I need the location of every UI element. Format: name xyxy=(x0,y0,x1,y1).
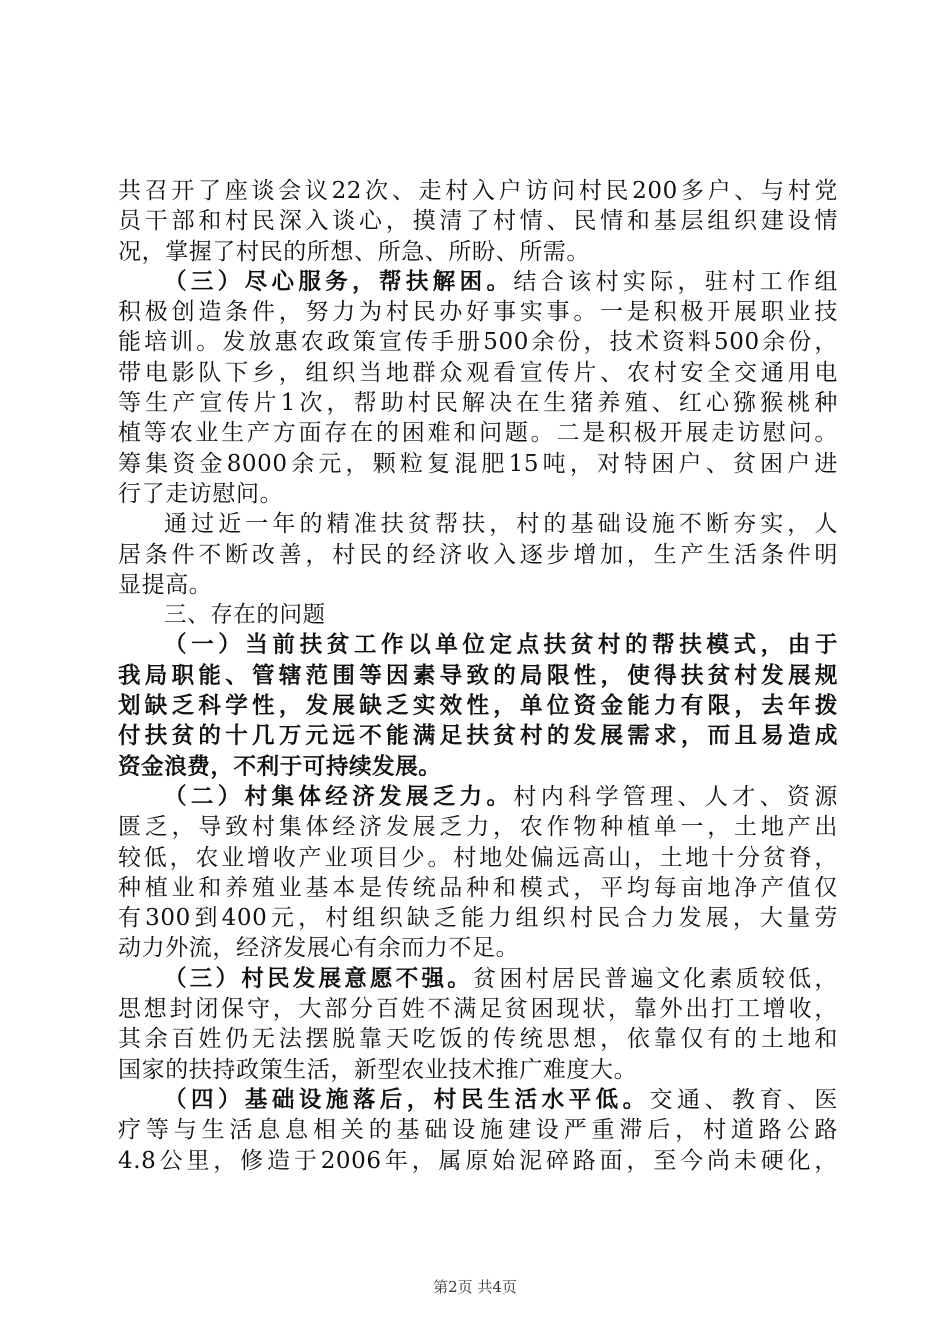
text-segment: 居条件不断改善，村民的经济收入逐步增加，生产生活条件明 xyxy=(118,541,838,568)
text-line xyxy=(118,903,838,933)
text-segment: 结合该村实际，驻村工作组 xyxy=(513,268,839,295)
text-line xyxy=(118,449,838,479)
bold-text-segment: 划缺乏科学性，发展缺乏实效性，单位资金能力有限，去年拨 xyxy=(118,693,838,720)
text-line xyxy=(118,358,838,388)
text-line xyxy=(118,600,838,630)
text-line xyxy=(118,812,838,842)
text-line xyxy=(118,327,838,357)
bold-text-segment: （三）村民发展意愿不强。 xyxy=(164,965,474,992)
text-line xyxy=(118,206,838,236)
text-line xyxy=(118,630,838,660)
text-line xyxy=(118,782,838,812)
text-line xyxy=(118,267,838,297)
text-line xyxy=(118,509,838,539)
text-segment: 动力外流，经济发展心有余而力不足。 xyxy=(118,935,520,962)
text-line xyxy=(118,540,838,570)
text-segment: 员干部和村民深入谈心，摸清了村情、民情和基层组织建设情 xyxy=(118,208,838,235)
text-segment: 种植业和养殖业基本是传统品种和模式，平均每亩地净产值仅 xyxy=(118,874,838,901)
text-segment: 匮乏，导致村集体经济发展乏力，农作物种植单一，土地产出 xyxy=(118,814,838,841)
text-segment: 交通、教育、医 xyxy=(649,1086,838,1113)
text-segment: 植等农业生产方面存在的困难和问题。二是积极开展走访慰问。 xyxy=(118,420,838,447)
text-line xyxy=(118,752,838,782)
text-line xyxy=(118,661,838,691)
bold-text-segment: （一）当前扶贫工作以单位定点扶贫村的帮扶模式，由于 xyxy=(164,632,838,659)
text-line xyxy=(118,237,838,267)
text-segment: 显提高。 xyxy=(118,571,213,598)
bold-text-segment: 资金浪费，不利于可持续发展。 xyxy=(118,753,442,780)
text-line xyxy=(118,297,838,327)
bold-text-segment: （四）基础设施落后，村民生活水平低。 xyxy=(164,1086,650,1113)
text-line xyxy=(118,570,838,600)
text-segment: 等生产宣传片1次，帮助村民解决在生猪养殖、红心猕猴桃种 xyxy=(118,390,838,417)
text-line xyxy=(118,388,838,418)
text-segment: 通过近一年的精准扶贫帮扶，村的基础设施不断夯实，人 xyxy=(164,511,838,538)
text-line xyxy=(118,994,838,1024)
bold-text-segment: 我局职能、管辖范围等因素导致的局限性，使得扶贫村发展规 xyxy=(118,662,838,689)
text-line xyxy=(118,1024,838,1054)
text-segment: 国家的扶持政策生活，新型农业技术推广难度大。 xyxy=(118,1056,638,1083)
text-segment: 筹集资金8000余元，颗粒复混肥15吨，对特困户、贫困户进 xyxy=(118,450,838,477)
text-segment: 带电影队下乡，组织当地群众观看宣传片、农村安全交通用电 xyxy=(118,359,838,386)
text-segment: 共召开了座谈会议22次、走村入户访问村民200多户、与村党 xyxy=(118,178,838,204)
bold-text-segment: （二）村集体经济发展乏力。 xyxy=(164,783,514,810)
text-line xyxy=(118,1115,838,1145)
text-line xyxy=(118,933,838,963)
text-line xyxy=(118,873,838,903)
bold-text-segment: 付扶贫的十几万元远不能满足扶贫村的发展需求，而且易造成 xyxy=(118,723,838,750)
text-segment: 思想封闭保守，大部分百姓不满足贫困现状，靠外出打工增收， xyxy=(118,996,838,1023)
text-segment: 积极创造条件，努力为村民办好事实事。一是积极开展职业技 xyxy=(118,299,838,326)
text-line xyxy=(118,479,838,509)
text-line xyxy=(118,843,838,873)
text-line xyxy=(118,176,838,206)
text-segment: 贫困村居民普遍文化素质较低， xyxy=(473,965,839,992)
text-line xyxy=(118,964,838,994)
text-segment: 能培训。发放惠农政策宣传手册500余份，技术资料500余份， xyxy=(118,329,838,356)
section-heading: 三、存在的问题 xyxy=(164,602,326,629)
text-segment: 疗等与生活息息相关的基础设施建设严重滞后，村道路公路 xyxy=(118,1117,838,1144)
text-line xyxy=(118,1055,838,1085)
text-segment: 村内科学管理、人才、资源 xyxy=(513,783,839,810)
text-segment: 其余百姓仍无法摆脱靠天吃饭的传统思想，依靠仅有的土地和 xyxy=(118,1026,838,1053)
text-segment: 行了走访慰问。 xyxy=(118,480,284,507)
bold-text-segment: （三）尽心服务，帮扶解困。 xyxy=(164,268,514,295)
text-line xyxy=(118,721,838,751)
text-segment: 4.8公里，修造于2006年，属原始泥碎路面，至今尚未硬化， xyxy=(118,1147,838,1174)
document-body xyxy=(118,176,838,1176)
text-line xyxy=(118,1085,838,1115)
text-line xyxy=(118,691,838,721)
text-line xyxy=(118,418,838,448)
text-line xyxy=(118,1146,838,1176)
text-segment: 较低，农业增收产业项目少。村地处偏远高山，土地十分贫脊， xyxy=(118,844,838,871)
page-footer: 第2页 共4页 xyxy=(433,1278,517,1296)
text-segment: 况，掌握了村民的所想、所急、所盼、所需。 xyxy=(118,238,590,265)
text-segment: 有300到400元，村组织缺乏能力组织村民合力发展，大量劳 xyxy=(118,905,838,932)
